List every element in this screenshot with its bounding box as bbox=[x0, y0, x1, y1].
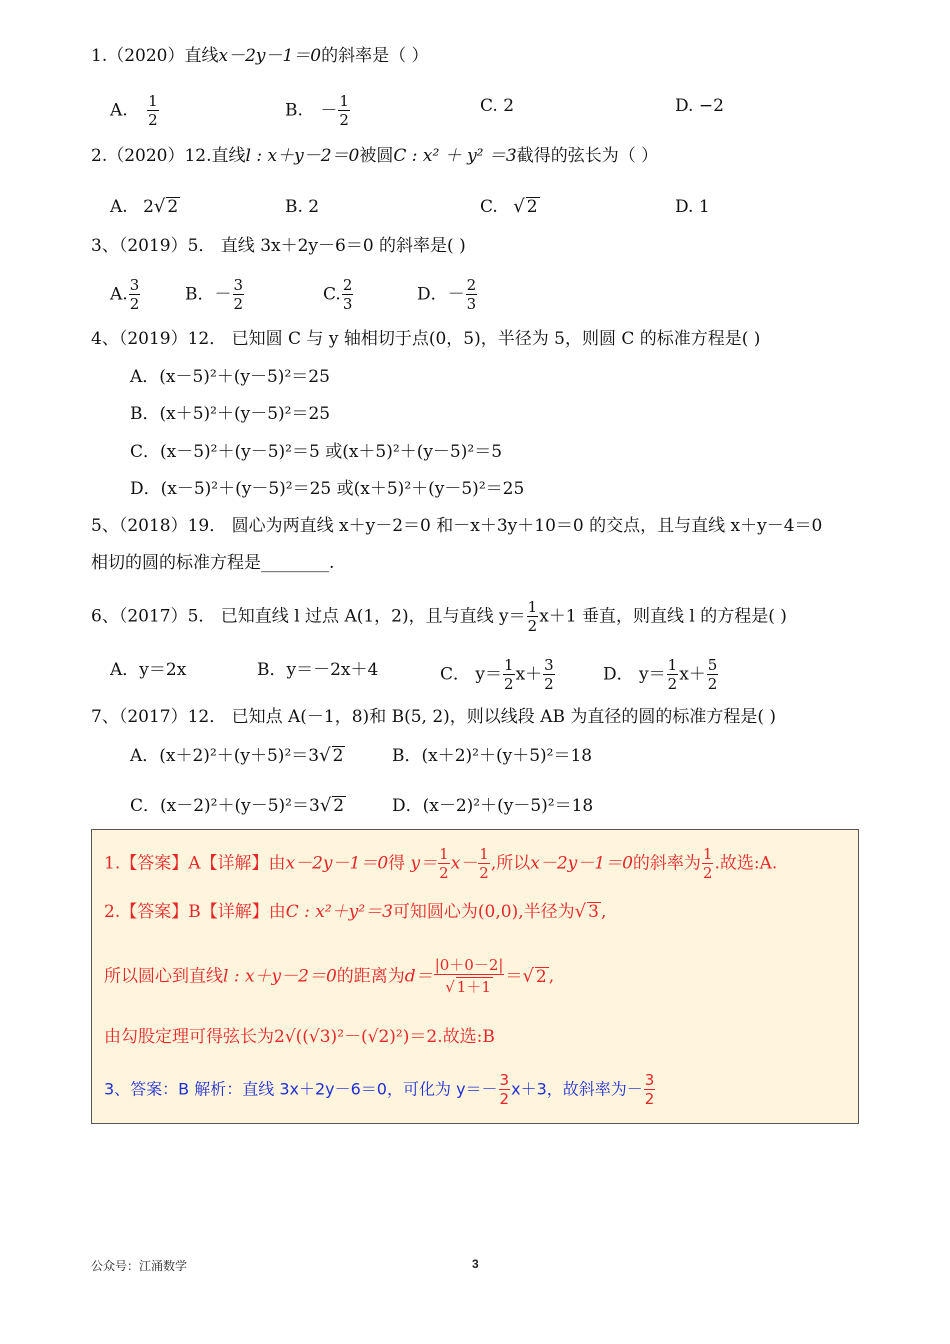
q1-option-a: A. $\frac{1}{2}$ bbox=[110, 92, 158, 129]
q6-option-a: A．y＝2x bbox=[110, 660, 187, 680]
page-number: 3 bbox=[472, 1257, 479, 1271]
q2-stem: 2.（2020）12.直线l : x＋y－2＝0被圆C : x² ＋ y² ＝3截得的弦长为（ ） bbox=[91, 146, 659, 166]
q7-option-c: C．(x－2)²＋(y－5)²＝3√ 2 bbox=[130, 795, 345, 816]
q3-option-d: D．－ $\frac{2}{3}$ bbox=[417, 276, 477, 313]
q2-option-d: D. 1 bbox=[675, 197, 710, 217]
answer-3: 3、答案：B 解析：直线 3x＋2y－6＝0，可化为 y＝－ $\frac{3}{2}$ x＋3，故斜率为－ $\frac{3}{2}$ bbox=[104, 1071, 655, 1108]
q1-option-b: B. － $\frac{1}{2}$ bbox=[285, 92, 349, 129]
q1-option-c: C. 2 bbox=[480, 96, 515, 116]
q6-option-b: B．y＝－2x＋4 bbox=[257, 660, 379, 680]
q5-stem-line1: 5、（2018）19． 圆心为两直线 x＋y－2＝0 和－x＋3y＋10＝0 的交点，且与直线 x＋y－4＝0 bbox=[91, 516, 823, 536]
q3-option-b: B．－ $\frac{3}{2}$ bbox=[185, 276, 244, 313]
q6-stem: 6、（2017）5． 已知直线 l 过点 A(1，2)，且与直线 y＝ $\frac{1}{2}$ x＋1 垂直，则直线 l 的方程是( ) bbox=[91, 598, 787, 635]
q1-stem: 1.（2020）直线x－2y－1＝0的斜率是（ ） bbox=[91, 46, 429, 66]
q2-option-b: B. 2 bbox=[285, 197, 320, 217]
q4-option-b: B．(x＋5)²＋(y－5)²＝25 bbox=[130, 404, 331, 424]
q3-stem: 3、（2019）5． 直线 3x＋2y－6＝0 的斜率是( ) bbox=[91, 236, 466, 256]
answer-box bbox=[91, 829, 859, 1124]
q2-option-c: C. √ 2 bbox=[480, 196, 538, 217]
q4-stem: 4、（2019）12． 已知圆 C 与 y 轴相切于点(0，5)，半径为 5，则圆 C 的标准方程是( ) bbox=[91, 329, 761, 349]
q1-option-d: D. −2 bbox=[675, 96, 724, 116]
answer-2-chord: 由勾股定理可得弦长为2√((√3)²－(√2)²)＝2.故选:B bbox=[104, 1027, 495, 1047]
q4-option-d: D．(x－5)²＋(y－5)²＝25 或(x＋5)²＋(y－5)²＝25 bbox=[130, 479, 525, 499]
q4-option-a: A．(x－5)²＋(y－5)²＝25 bbox=[130, 367, 330, 387]
q6-option-d: D． y＝ $\frac{1}{2}$ x＋ $\frac{5}{2}$ bbox=[603, 656, 718, 693]
q5-stem-line2: 相切的圆的标准方程是________. bbox=[91, 553, 335, 573]
q7-option-a: A．(x＋2)²＋(y＋5)²＝3√ 2 bbox=[130, 745, 344, 766]
q7-option-b: B．(x＋2)²＋(y＋5)²＝18 bbox=[392, 746, 593, 766]
q2-option-a: A. 2√ 2 bbox=[110, 196, 179, 217]
q3-option-a: A. $\frac{3}{2}$ bbox=[110, 276, 140, 313]
q4-option-c: C．(x－5)²＋(y－5)²＝5 或(x＋5)²＋(y－5)²＝5 bbox=[130, 442, 503, 462]
q3-option-c: C. $\frac{2}{3}$ bbox=[323, 276, 353, 313]
answer-2-distance: 所以圆心到直线l : x＋y－2＝0的距离为d＝ $\frac{|0+0-2|}{√ 1+1}$ ＝√ 2 , bbox=[104, 956, 555, 996]
q7-stem: 7、（2017）12． 已知点 A(－1，8)和 B(5, 2)，则以线段 AB 为直径的圆的标准方程是( ) bbox=[91, 707, 777, 727]
footer-account: 公众号：江涌数学 bbox=[91, 1259, 188, 1273]
q7-option-d: D．(x－2)²＋(y－5)²＝18 bbox=[392, 796, 594, 816]
answer-1: 1.【答案】A【详解】由x－2y－1＝0得 y＝ $\frac{1}{2}$ x－ $\frac{1}{2}$ ,所以x－2y－1＝0的斜率为 $\frac{1}{2}$ .故选:A. bbox=[104, 845, 778, 882]
q6-option-c: C． y＝ $\frac{1}{2}$ x＋ $\frac{3}{2}$ bbox=[440, 656, 554, 693]
answer-2: 2.【答案】B【详解】由C : x²＋y²＝3可知圆心为(0,0),半径为√ 3 , bbox=[104, 901, 607, 922]
